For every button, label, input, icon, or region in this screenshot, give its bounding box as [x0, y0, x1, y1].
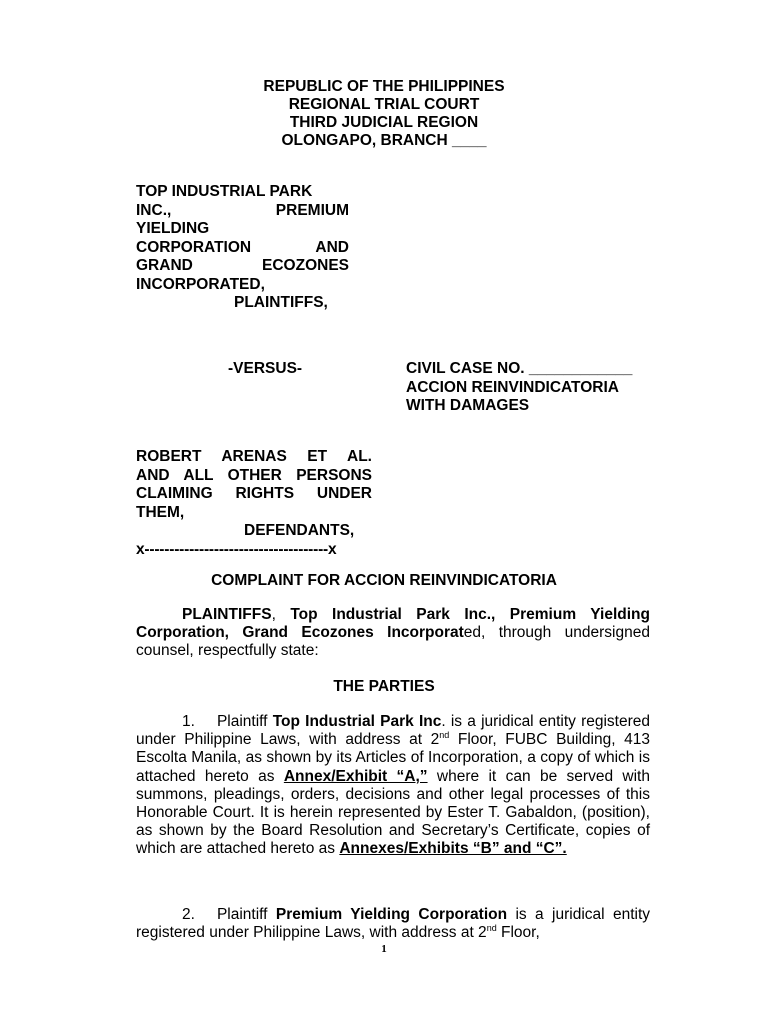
case-caption — [406, 360, 666, 416]
entity-name: Top Industrial Park Inc — [272, 713, 442, 730]
paragraph-number: 1. — [182, 713, 195, 730]
intro-paragraph: PLAINTIFFS, Top Industrial Park Inc., Premium Yielding Corporation, Grand Ecozones Incorporated, through undersigned counsel, respectfully state: — [136, 606, 650, 660]
caption-separator: x-------------------------------------x — [136, 540, 337, 558]
header-line-region: THIRD JUDICIAL REGION — [289, 114, 479, 131]
plaintiff-name-line: CORPORATION AND — [136, 238, 349, 256]
plaintiffs-caption — [136, 183, 349, 313]
header-line-republic: REPUBLIC OF THE PHILIPPINES — [263, 78, 505, 95]
case-number-line: CIVIL CASE NO. ____________ — [406, 360, 633, 377]
plaintiff-name-line: YIELDING — [136, 220, 210, 237]
paragraph-1: 1. Plaintiff Top Industrial Park Inc. is a juridical entity registered under Philippine Laws, with address at 2nd Floor, FUBC Building, 413 Escolta Manila, as shown by its Articles of Incorporation, a copy of which is attached hereto as Annex/Exhibit “A,” where it can be served with summons, pleadings, orders, decisions and other legal processes of this Honorable Court. It is herein represented by Ester T. Gabaldon, (position), as shown by the Board Resolution and Secretary’s Certificate, copies of which are attached hereto as Annexes/Exhibits “B” and “C”. — [136, 713, 651, 858]
case-nature-line: ACCION REINVINDICATORIA — [406, 378, 619, 396]
entity-name: Premium Yielding Corporation — [275, 906, 508, 923]
plaintiffs-lead: PLAINTIFFS — [182, 606, 272, 623]
defendant-name-line: ROBERT ARENAS ET AL. — [136, 448, 372, 465]
defendants-caption — [136, 448, 372, 559]
plaintiff-name-line: GRAND ECOZONES — [136, 257, 349, 274]
page-number: 1 — [381, 943, 387, 955]
case-nature-line: WITH DAMAGES — [406, 397, 530, 414]
annex-reference: Annexes/Exhibits “B” and “C”. — [339, 840, 567, 858]
paragraph-2: 2. Plaintiff Premium Yielding Corporation is a juridical entity registered under Philippine Laws, with address at 2nd Floor, — [136, 906, 650, 942]
court-header — [0, 78, 768, 150]
section-heading-parties: THE PARTIES — [333, 678, 435, 695]
defendant-name-line: CLAIMING RIGHTS UNDER — [136, 485, 372, 502]
header-line-branch: OLONGAPO, BRANCH ____ — [281, 132, 487, 149]
defendants-role-label: DEFENDANTS, — [244, 522, 355, 539]
plaintiff-name-line: INC., PREMIUM — [136, 201, 349, 219]
plaintiff-name-line: INCORPORATED, — [136, 275, 265, 293]
header-line-court: REGIONAL TRIAL COURT — [288, 96, 480, 113]
defendant-name-line: THEM, — [136, 503, 185, 521]
complaint-title: COMPLAINT FOR ACCION REINVINDICATORIA — [211, 572, 557, 589]
annex-reference: Annex/Exhibit “A,” — [283, 767, 428, 785]
defendant-name-line: AND ALL OTHER PERSONS — [136, 466, 372, 484]
plaintiff-names: Top Industrial Park Inc., Premium Yielding Corporation, Grand Ecozones Incorporat — [136, 606, 650, 642]
paragraph-number: 2. — [182, 906, 195, 923]
versus-label: -VERSUS- — [228, 360, 303, 377]
plaintiffs-role-label: PLAINTIFFS, — [234, 294, 328, 311]
plaintiff-name-line: TOP INDUSTRIAL PARK — [136, 183, 313, 200]
